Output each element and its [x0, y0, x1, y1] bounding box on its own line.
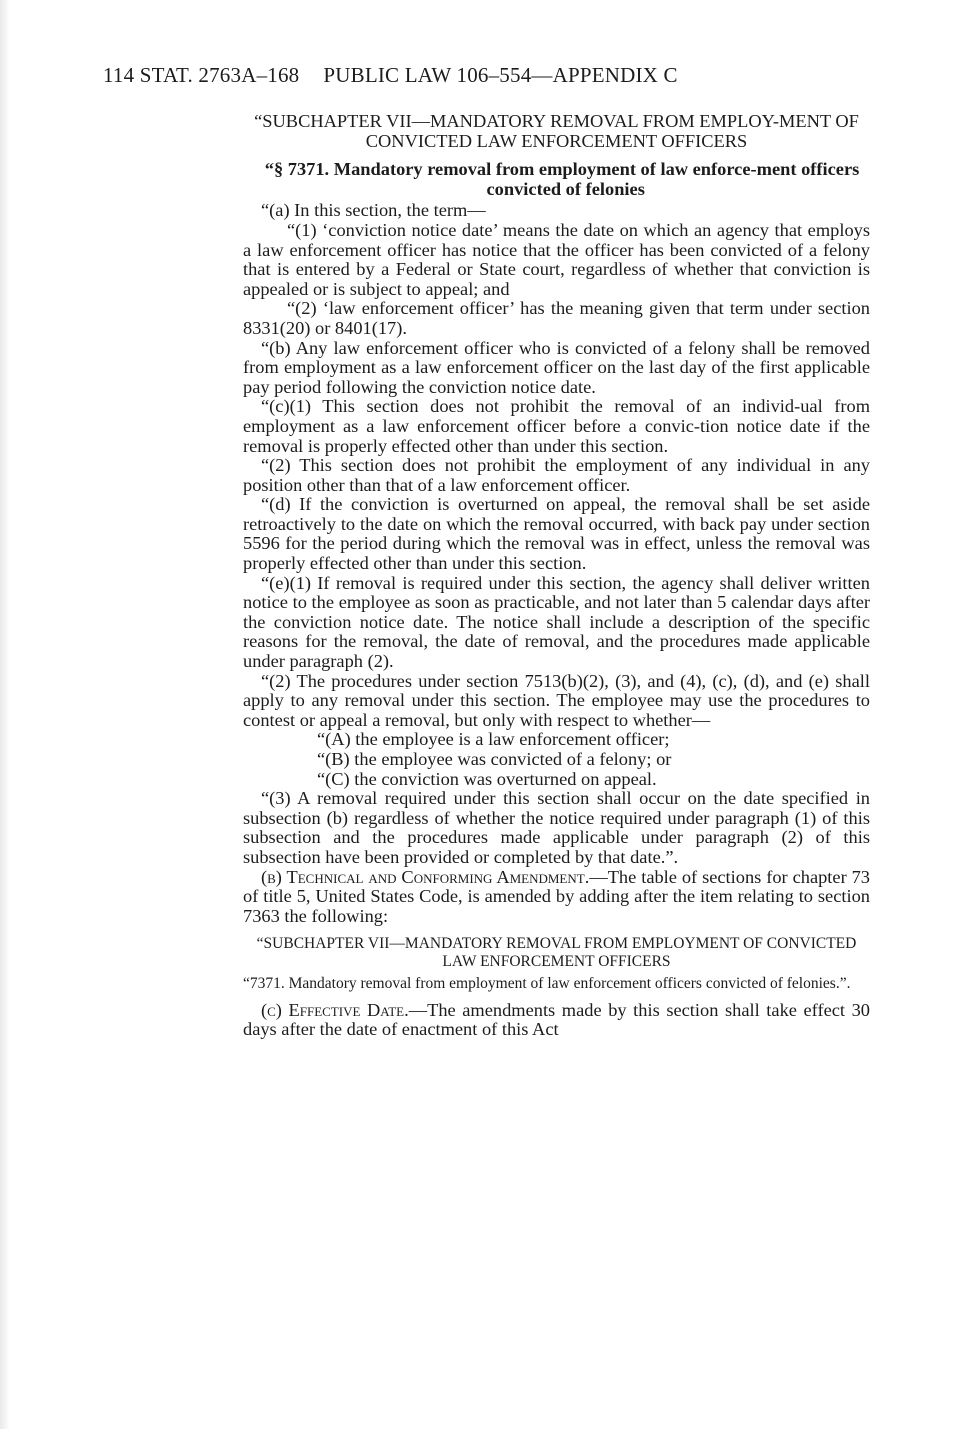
amendment-c-text: —The amendments made by this section shall take effect 30 days after the date of enactment of this Act: [243, 999, 870, 1040]
amendment-c: [243, 1001, 870, 1040]
paragraph-e1: “(e)(1) If removal is required under this section, the agency shall deliver written notice to the employee as soon as practicable, and not later than 5 calendar days after the conviction notice date. The notice shall include a description of the specific reasons for the removal, the date of removal, and the procedures made applicable under paragraph (2).: [243, 572, 870, 672]
paragraph-c1: “(c)(1) This section does not prohibit the removal of an individ-ual from employment as a law enforcement officer before a convic-tion notice date if the removal is properly effected other than under this section.: [243, 396, 870, 456]
amendment-b: [243, 868, 870, 927]
law-title: PUBLIC LAW 106–554—APPENDIX C: [323, 63, 678, 87]
amendment-c-label: (c) Effective Date.: [261, 999, 409, 1020]
paragraph-a1: “(1) ‘conviction notice date’ means the date on which an agency that employs a law enforcement officer has notice that the officer has been convicted of a felony that is entered by a Federal or State court, regardless of whether that conviction is appealed or is subject to appeal; and: [243, 219, 870, 299]
subparagraph-B: “(B) the employee was convicted of a felony; or: [317, 749, 672, 769]
subchapter-heading: “SUBCHAPTER VII—MANDATORY REMOVAL FROM EMPLOY-MENT OF CONVICTED LAW ENFORCEMENT OFFICERS: [254, 111, 859, 151]
toc-item-7371: “7371. Mandatory removal from employment of law enforcement officers convicted of felonies.”.: [243, 975, 851, 993]
subparagraph-A: “(A) the employee is a law enforcement officer;: [317, 729, 670, 750]
paragraph-e3: “(3) A removal required under this section shall occur on the date specified in subsection (b) regardless of whether the notice required under paragraph (1) of this subsection and the procedures made applicable under paragraph (2) of this subsection have been provided or completed by that date.”.: [243, 788, 870, 867]
paragraph-a2: “(2) ‘law enforcement officer’ has the meaning given that term under section 8331(20) or 8401(17).: [243, 298, 870, 338]
paragraph-c2: “(2) This section does not prohibit the employment of any individual in any position other than that of a law enforcement officer.: [243, 455, 870, 495]
subparagraph-C: “(C) the conviction was overturned on appeal.: [317, 768, 657, 789]
toc-subchapter-heading: “SUBCHAPTER VII—MANDATORY REMOVAL FROM EMPLOYMENT OF CONVICTED LAW ENFORCEMENT OFFICERS: [256, 935, 857, 970]
amendment-b-label: (b) Technical and Conforming Amendment.: [261, 866, 590, 887]
paragraph-e2: “(2) The procedures under section 7513(b)(2), (3), and (4), (c), (d), and (e) shall apply to any removal under this section. The employee may use the procedures to contest or appeal a removal, but only with respect to whether—: [243, 670, 870, 730]
paragraph-d: “(d) If the conviction is overturned on appeal, the removal shall be set aside retroactively to the date on which the removal occurred, with back pay under section 5596 for the period during which the removal was in effect, unless the removal was properly effected other than under this section.: [243, 494, 870, 574]
running-header: [103, 63, 678, 88]
statute-citation: 114 STAT. 2763A–168: [103, 63, 300, 87]
section-mark: “§ 7371.: [264, 159, 330, 180]
amendment-b-text: —The table of sections for chapter 73 of title 5, United States Code, is amended by adding after the item relating to section 7363 the following:: [243, 866, 871, 926]
section-heading: [243, 160, 870, 199]
paragraph-b: “(b) Any law enforcement officer who is convicted of a felony shall be removed from employment as a law enforcement officer on the last day of the first applicable pay period following the conviction notice date.: [243, 337, 870, 397]
paragraph-a: “(a) In this section, the term—: [261, 200, 486, 221]
scan-edge-shadow: [0, 0, 10, 1429]
section-title: Mandatory removal from employment of law enforce-ment officers convicted of felonies: [333, 159, 860, 199]
body-text: [243, 112, 870, 1040]
